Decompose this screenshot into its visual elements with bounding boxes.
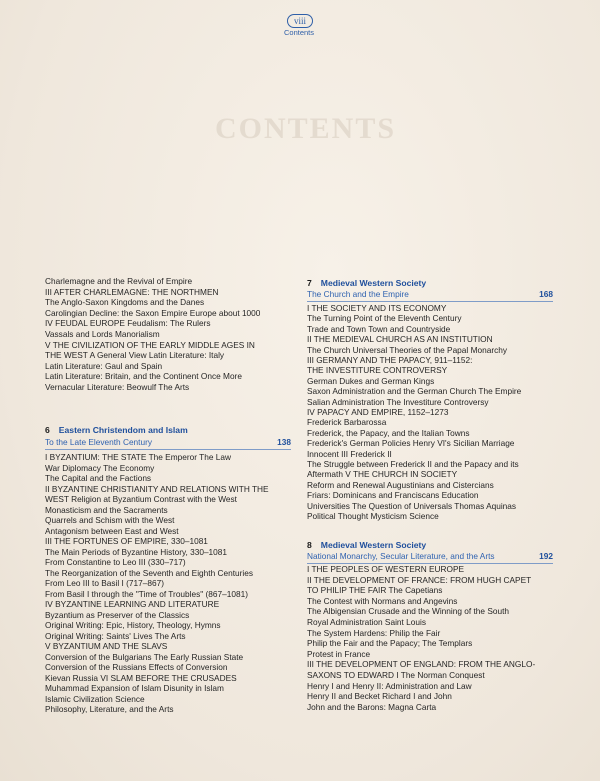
toc-entry: TO PHILIP THE FAIR The Capetians bbox=[307, 585, 443, 596]
chapter-number: 6 bbox=[45, 425, 50, 435]
toc-entry: The Anglo-Saxon Kingdoms and the Danes bbox=[45, 297, 205, 308]
toc-entry: The Albigensian Crusade and the Winning of the South bbox=[307, 606, 510, 617]
chapter-rule bbox=[307, 301, 553, 302]
show-through-text: CONTENTS bbox=[215, 112, 397, 145]
toc-entry: III THE FORTUNES OF EMPIRE, 330–1081 bbox=[45, 536, 208, 546]
toc-entry: V THE CIVILIZATION OF THE EARLY MIDDLE AGES IN bbox=[45, 339, 255, 350]
toc-entry: Conversion of the Bulgarians The Early Russian State bbox=[45, 651, 244, 662]
toc-entry: The Capital and the Factions bbox=[45, 473, 152, 483]
chapter-8-subtitle bbox=[307, 551, 553, 562]
toc-entry: Vernacular Literature: Beowulf The Arts bbox=[45, 382, 190, 392]
page-number: viii bbox=[287, 14, 313, 28]
chapter-title: Medieval Western Society bbox=[320, 540, 427, 550]
toc-entry: III THE DEVELOPMENT OF ENGLAND: FROM THE ANGLO- bbox=[307, 659, 536, 670]
toc-entry: The Contest with Normans and Angevins bbox=[307, 595, 458, 606]
toc-entry: Saxon Administration and the German Church The Empire bbox=[307, 386, 522, 397]
running-head: Contents bbox=[283, 28, 315, 37]
toc-entry: Latin Literature: Britain, and the Continent Once More bbox=[45, 371, 242, 382]
chapter-6-heading bbox=[45, 425, 188, 436]
toc-entry: Universities The Question of Universals Thomas Aquinas bbox=[307, 500, 517, 511]
toc-entry: I BYZANTIUM: THE STATE The Emperor The Law bbox=[45, 452, 231, 462]
toc-entry: Henry I and Henry II: Administration and Law bbox=[307, 680, 472, 691]
toc-entry: I THE SOCIETY AND ITS ECONOMY bbox=[307, 303, 447, 313]
toc-entry: Quarrels and Schism with the West bbox=[45, 515, 175, 525]
toc-entry: Islamic Civilization Science bbox=[45, 693, 145, 704]
toc-entry: From Basil I through the "Time of Troubles" (867–1081) bbox=[45, 588, 248, 599]
toc-entry: Friars: Dominicans and Franciscans Education bbox=[307, 490, 479, 501]
chapter-subtitle: The Church and the Empire bbox=[307, 289, 409, 299]
chapter-7-subtitle bbox=[307, 289, 553, 300]
toc-entry: II BYZANTINE CHRISTIANITY AND RELATIONS WITH THE bbox=[45, 483, 269, 494]
toc-entry: From Leo III to Basil I (717–867) bbox=[45, 578, 164, 588]
toc-entry: Philip the Fair and the Papacy; The Templars bbox=[307, 638, 473, 649]
toc-entry: War Diplomacy The Economy bbox=[45, 462, 155, 473]
chapter-8-heading bbox=[307, 540, 426, 551]
toc-entry: IV FEUDAL EUROPE Feudalism: The Rulers bbox=[45, 318, 211, 329]
toc-entry: Philosophy, Literature, and the Arts bbox=[45, 704, 174, 714]
toc-entry: From Constantine to Leo III (330–717) bbox=[45, 557, 186, 567]
toc-entry: THE WEST A General View Latin Literature: Italy bbox=[45, 350, 225, 361]
toc-entry: Reform and Renewal Augustinians and Cistercians bbox=[307, 479, 494, 490]
chapter-number: 7 bbox=[307, 278, 312, 288]
chapter-page-number: 168 bbox=[539, 289, 553, 299]
toc-entry: The Struggle between Frederick II and the Papacy and its bbox=[307, 459, 519, 469]
chapter-page-number: 192 bbox=[539, 551, 553, 561]
toc-entry: III AFTER CHARLEMAGNE: THE NORTHMEN bbox=[45, 286, 219, 297]
toc-entry: Frederick, the Papacy, and the Italian Towns bbox=[307, 427, 470, 438]
toc-entry: THE INVESTITURE CONTROVERSY bbox=[307, 365, 448, 376]
toc-entry: Innocent III Frederick II bbox=[307, 448, 392, 459]
toc-entry: John and the Barons: Magna Carta bbox=[307, 701, 437, 712]
toc-entry: The Turning Point of the Eleventh Century bbox=[307, 313, 462, 324]
toc-entry: Trade and Town Town and Countryside bbox=[307, 323, 451, 334]
toc-entry: Latin Literature: Gaul and Spain bbox=[45, 360, 163, 371]
toc-entry: Conversion of the Russians Effects of Conversion bbox=[45, 662, 228, 672]
toc-entry: German Dukes and German Kings bbox=[307, 375, 435, 386]
toc-entry: Political Thought Mysticism Science bbox=[307, 511, 439, 521]
toc-entry: Protest in France bbox=[307, 648, 371, 659]
toc-entry: IV BYZANTINE LEARNING AND LITERATURE bbox=[45, 599, 220, 609]
toc-entry: II THE DEVELOPMENT OF FRANCE: FROM HUGH CAPET bbox=[307, 574, 532, 585]
chapter-number: 8 bbox=[307, 540, 312, 550]
toc-entry: Henry II and Becket Richard I and John bbox=[307, 691, 452, 702]
toc-entry: Antagonism between East and West bbox=[45, 525, 179, 536]
chapter-subtitle: National Monarchy, Secular Literature, and the Arts bbox=[307, 551, 495, 561]
toc-entry: V BYZANTIUM AND THE SLAVS bbox=[45, 641, 168, 651]
chapter-title: Medieval Western Society bbox=[320, 278, 427, 288]
chapter-7-heading bbox=[307, 278, 426, 289]
toc-entry: Muhammad Expansion of Islam Disunity in Islam bbox=[45, 683, 224, 693]
chapter-page-number: 138 bbox=[277, 437, 291, 447]
chapter-subtitle: To the Late Eleventh Century bbox=[45, 437, 153, 447]
toc-entry: Vassals and Lords Manorialism bbox=[45, 329, 160, 339]
toc-entry: Salian Administration The Investiture Controversy bbox=[307, 396, 489, 407]
toc-entry: The Reorganization of the Seventh and Eighth Centuries bbox=[45, 567, 254, 578]
toc-entry: II THE MEDIEVAL CHURCH AS AN INSTITUTION bbox=[307, 334, 493, 345]
toc-entry: I THE PEOPLES OF WESTERN EUROPE bbox=[307, 564, 465, 574]
toc-entry: Monasticism and the Sacraments bbox=[45, 504, 168, 515]
toc-entry: The System Hardens: Philip the Fair bbox=[307, 627, 441, 638]
toc-entry: IV PAPACY AND EMPIRE, 1152–1273 bbox=[307, 407, 449, 417]
toc-entry: SAXONS TO EDWARD I The Norman Conquest bbox=[307, 670, 485, 680]
toc-entry: Royal Administration Saint Louis bbox=[307, 617, 426, 627]
toc-entry: The Church Universal Theories of the Papal Monarchy bbox=[307, 344, 507, 355]
toc-entry: Byzantium as Preserver of the Classics bbox=[45, 609, 190, 620]
toc-entry: Aftermath V THE CHURCH IN SOCIETY bbox=[307, 469, 458, 480]
toc-entry: Frederick's German Policies Henry VI's Sicilian Marriage bbox=[307, 438, 515, 449]
toc-entry: III GERMANY AND THE PAPACY, 911–1152: bbox=[307, 355, 473, 365]
toc-entry: Original Writing: Epic, History, Theology, Hymns bbox=[45, 620, 221, 630]
toc-entry: WEST Religion at Byzantium Contrast with the West bbox=[45, 494, 237, 504]
toc-entry: Charlemagne and the Revival of Empire bbox=[45, 276, 193, 286]
toc-entry: The Main Periods of Byzantine History, 330–1081 bbox=[45, 546, 228, 557]
chapter-rule bbox=[45, 449, 291, 450]
toc-entry: Original Writing: Saints' Lives The Arts bbox=[45, 630, 186, 641]
chapter-title: Eastern Christendom and Islam bbox=[58, 425, 188, 435]
toc-entry: Frederick Barbarossa bbox=[307, 417, 387, 428]
toc-entry: Kievan Russia VI SLAM BEFORE THE CRUSADES bbox=[45, 672, 237, 683]
chapter-6-subtitle bbox=[45, 437, 291, 448]
toc-entry: Carolingian Decline: the Saxon Empire Europe about 1000 bbox=[45, 307, 261, 318]
